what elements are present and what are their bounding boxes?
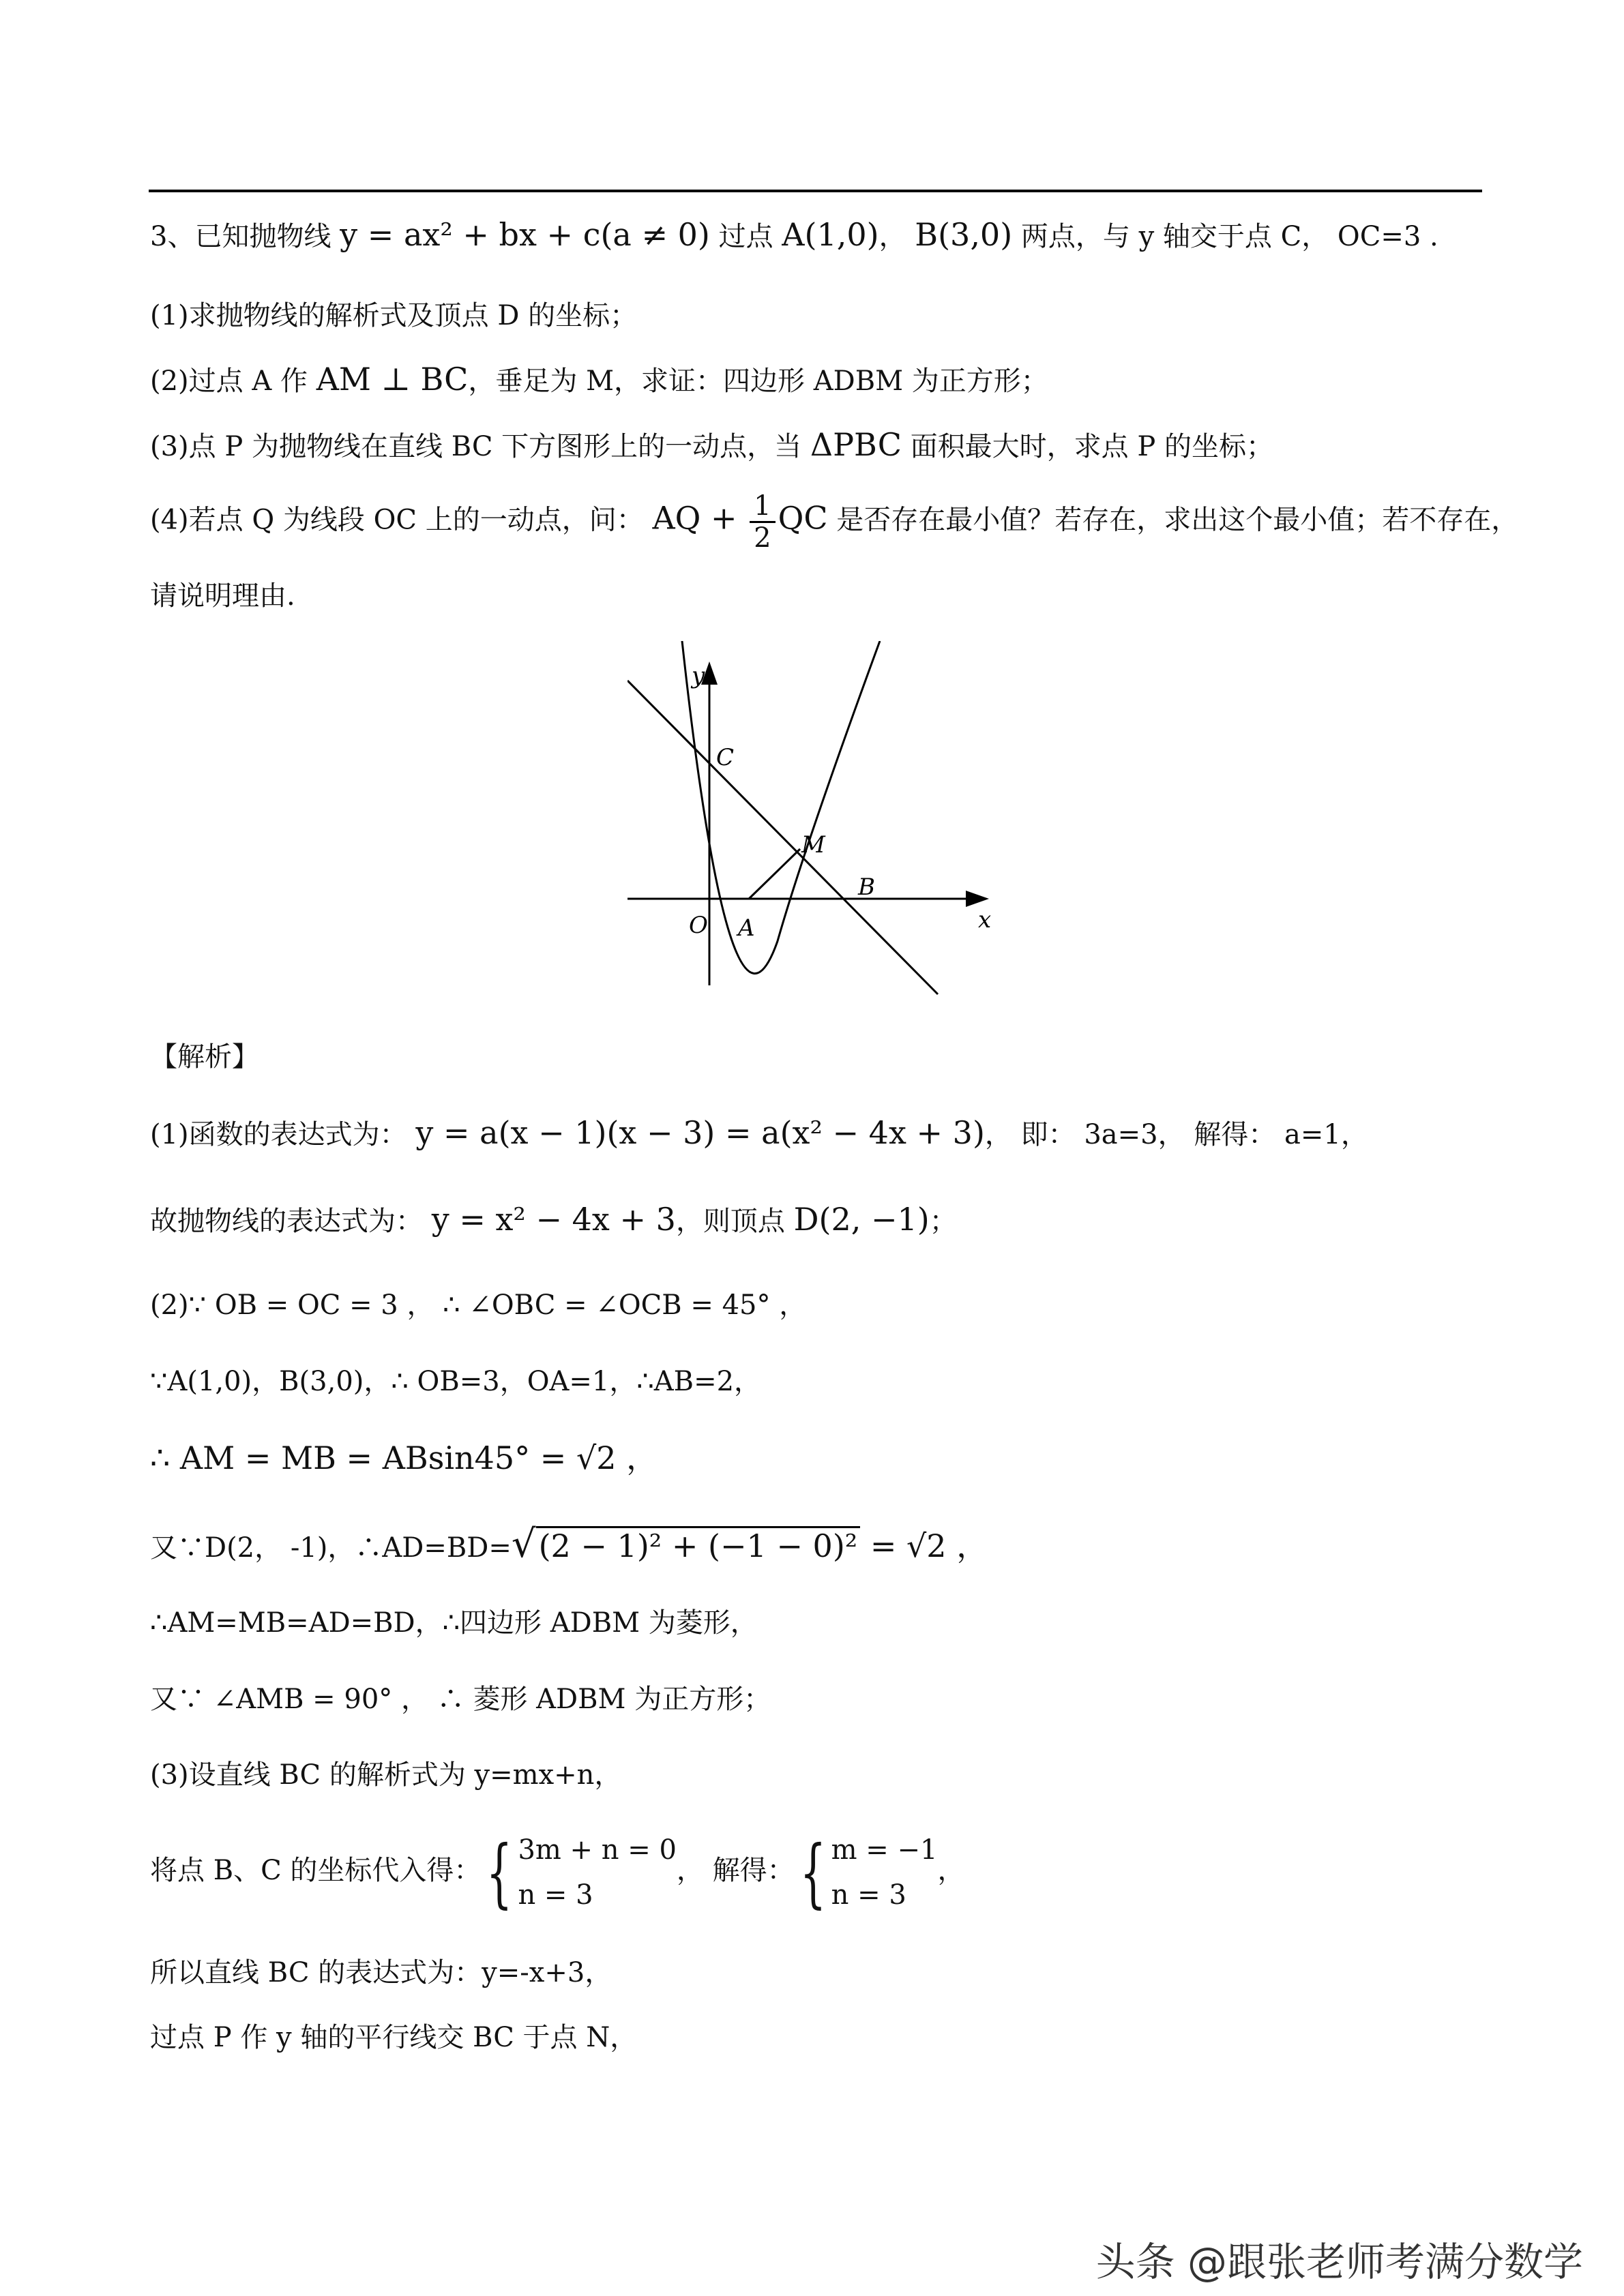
parabola-curve xyxy=(682,641,880,974)
solution-step-9: (3)设直线 BC 的解析式为 y=mx+n， xyxy=(150,1759,622,1791)
solution-heading: 【解析】 xyxy=(150,1041,259,1073)
watermark: 头条 @跟张老师考满分数学 xyxy=(1095,2239,1584,2285)
label-o: O xyxy=(689,912,708,939)
solution-step-12: 过点 P 作 y 轴的平行线交 BC 于点 N， xyxy=(150,2022,638,2053)
solution-step-11: 所以直线 BC 的表达式为：y=-x+3， xyxy=(150,1957,612,1988)
label-y: y xyxy=(692,662,705,689)
solution-step-10: 将点 B、C 的坐标代入得：{ 3m + n = 0 n = 3 ， 解得：{ m = −1 n = 3 ， xyxy=(150,1829,965,1916)
x-axis-arrow xyxy=(966,891,989,907)
parabola-figure xyxy=(628,641,996,1002)
label-a: A xyxy=(738,914,755,942)
solution-step-8: 又∵ ∠AMB = 90° ， ∴ 菱形 ADBM 为正方形； xyxy=(150,1684,771,1715)
solution-step-7: ∴AM=MB=AD=BD，∴四边形 ADBM 为菱形， xyxy=(150,1607,758,1639)
question-4: (4)若点 Q 为线段 OC 上的一动点，问： AQ + $\frac{1}{2}$ QC 是否存在最小值？若存在，求出这个最小值；若不存在， xyxy=(150,490,1519,554)
fraction-half: $\frac{1}{2}$ xyxy=(750,491,775,553)
line-bc xyxy=(628,681,938,994)
question-1: (1)求抛物线的解析式及顶点 D 的坐标； xyxy=(150,300,638,331)
equation-system-2: m = −1 n = 3 xyxy=(831,1834,938,1911)
sqrt-expression: (2 − 1)² + (−1 − 0)² xyxy=(536,1526,861,1564)
label-b: B xyxy=(858,874,875,901)
solution-step-5: ∴ AM = MB = ABsin45° = √2 ， xyxy=(150,1440,658,1476)
equation-system-1: 3m + n = 0 n = 3 xyxy=(518,1834,677,1911)
solution-step-3: (2)∵ OB = OC = 3 ， ∴ ∠OBC = ∠OCB = 45° ， xyxy=(150,1289,807,1321)
solution-step-2: 故抛物线的表达式为： y = x² − 4x + 3，则顶点 D(2, −1)； xyxy=(150,1201,957,1238)
label-m: M xyxy=(801,831,825,859)
problem-intro: 3、已知抛物线 y = ax² + bx + c(a ≠ 0) 过点 A(1,0)， B(3,0) 两点，与 y 轴交于点 C， OC=3 . xyxy=(150,216,1438,253)
solution-step-1: (1)函数的表达式为： y = a(x − 1)(x − 3) = a(x² − 4x + 3)， 即： 3a=3， 解得： a=1， xyxy=(150,1114,1368,1151)
label-c: C xyxy=(716,744,735,771)
question-4-cont: 请说明理由. xyxy=(150,580,295,612)
label-x: x xyxy=(978,906,992,934)
question-2: (2)过点 A 作 AM ⊥ BC，垂足为 M，求证：四边形 ADBM 为正方形； xyxy=(150,361,1048,398)
solution-step-6: 又∵D(2， -1)，∴AD=BD=√(2 − 1)² + (−1 − 0)² = √2 ， xyxy=(150,1522,988,1566)
solution-step-4: ∵A(1,0)，B(3,0)，∴ OB=3，OA=1，∴AB=2， xyxy=(150,1366,762,1397)
question-3: (3)点 P 为抛物线在直线 BC 下方图形上的一动点，当 ΔPBC 面积最大时，求点 P 的坐标； xyxy=(150,426,1273,463)
top-rule xyxy=(149,190,1482,192)
